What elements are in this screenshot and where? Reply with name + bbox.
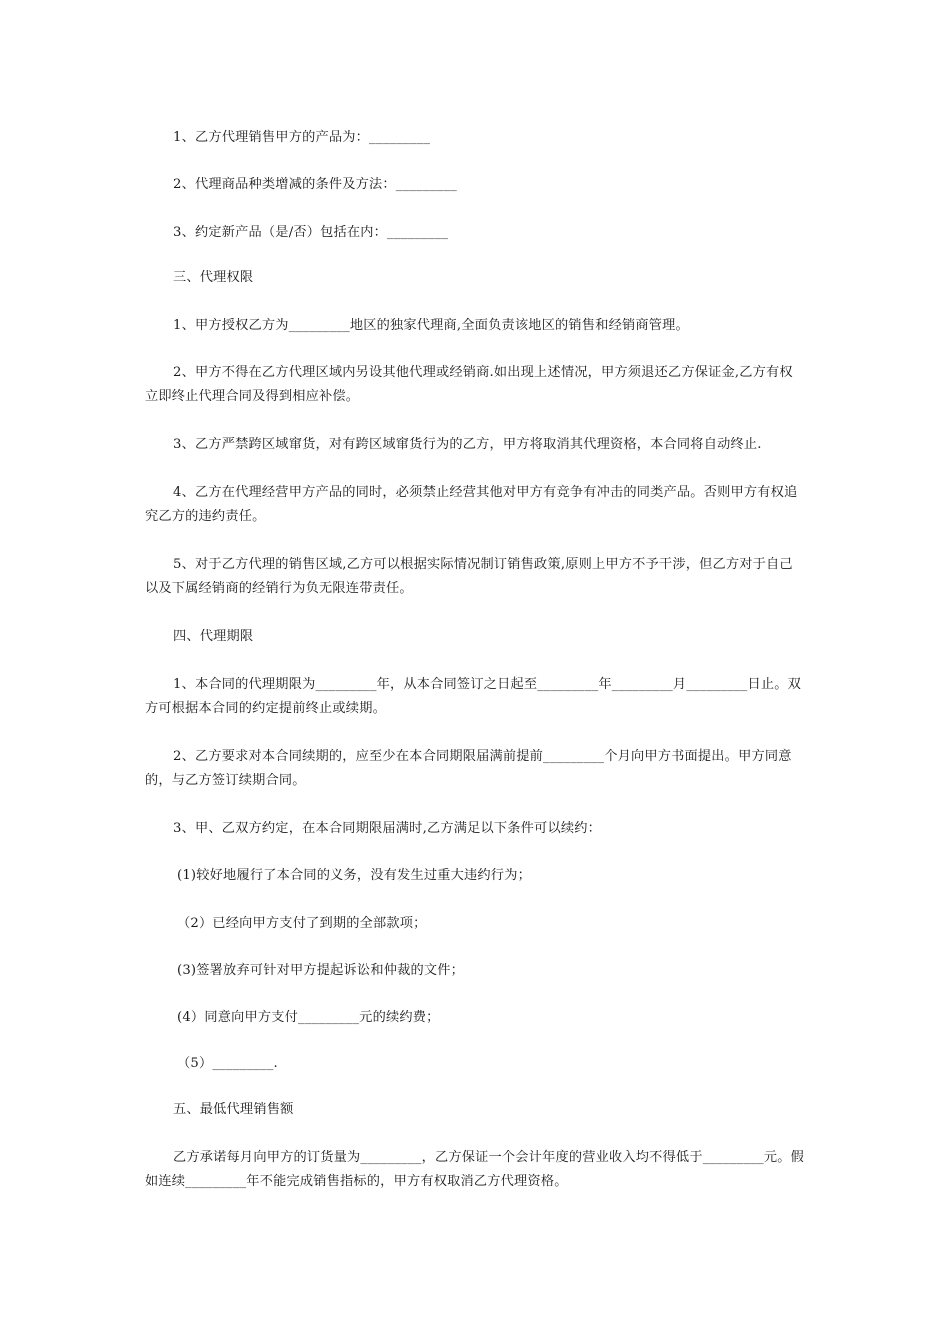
item-agency-period: 1、本合同的代理期限为_________年，从本合同签订之日起至_________年_________月_________日止。双方可根据本合同的约定提前终止或续期。 [145,677,802,716]
item-minimum-sales-commitment: 乙方承诺每月向甲方的订货量为_________，乙方保证一个会计年度的营业收入均不得低于_________元。假如连续_________年不能完成销售指标的，甲方有权取消乙方代理资格。 [145,1150,805,1189]
renewal-condition-4: (4）同意向甲方支付_________元的续约费； [177,1010,440,1025]
item-new-product-inclusion: 3、约定新产品（是/否）包括在内：_________ [173,225,449,240]
item-product-scope: 1、乙方代理销售甲方的产品为：_________ [173,130,431,145]
renewal-condition-1: (1)较好地履行了本合同的义务，没有发生过重大违约行为； [177,868,531,883]
item-product-change-conditions: 2、代理商品种类增减的条件及方法：_________ [173,177,457,192]
item-renewal-conditions: 3、甲、乙双方约定，在本合同期限届满时,乙方满足以下条件可以续约： [173,821,601,836]
renewal-condition-2: （2）已经向甲方支付了到期的全部款项； [177,916,427,931]
item-renewal-request: 2、乙方要求对本合同续期的，应至少在本合同期限届满前提前_________个月向甲方书面提出。甲方同意的，与乙方签订续期合同。 [145,749,792,788]
section-heading-agency-authority: 三、代理权限 [173,270,254,285]
item-non-compete: 4、乙方在代理经营甲方产品的同时，必须禁止经营其他对甲方有竞争有冲击的同类产品。否则甲方有权追究乙方的违约责任。 [145,485,798,524]
renewal-condition-5: （5）_________. [177,1056,278,1071]
item-sales-policy-liability: 5、对于乙方代理的销售区域,乙方可以根据实际情况制订销售政策,原则上甲方不予干涉，但乙方对于自己以及下属经销商的经销行为负无限连带责任。 [145,557,793,596]
item-cross-region-ban: 3、乙方严禁跨区域窜货，对有跨区域窜货行为的乙方，甲方将取消其代理资格，本合同将自动终止. [173,437,762,452]
section-heading-agency-term: 四、代理期限 [173,629,254,644]
item-exclusive-agent-region: 1、甲方授权乙方为_________地区的独家代理商,全面负责该地区的销售和经销商管理。 [173,318,689,333]
item-no-other-agents: 2、甲方不得在乙方代理区域内另设其他代理或经销商.如出现上述情况，甲方须退还乙方保证金,乙方有权立即终止代理合同及得到相应补偿。 [145,365,793,404]
renewal-condition-3: (3)签署放弃可针对甲方提起诉讼和仲裁的文件； [177,963,465,978]
section-heading-minimum-sales: 五、最低代理销售额 [173,1102,294,1117]
